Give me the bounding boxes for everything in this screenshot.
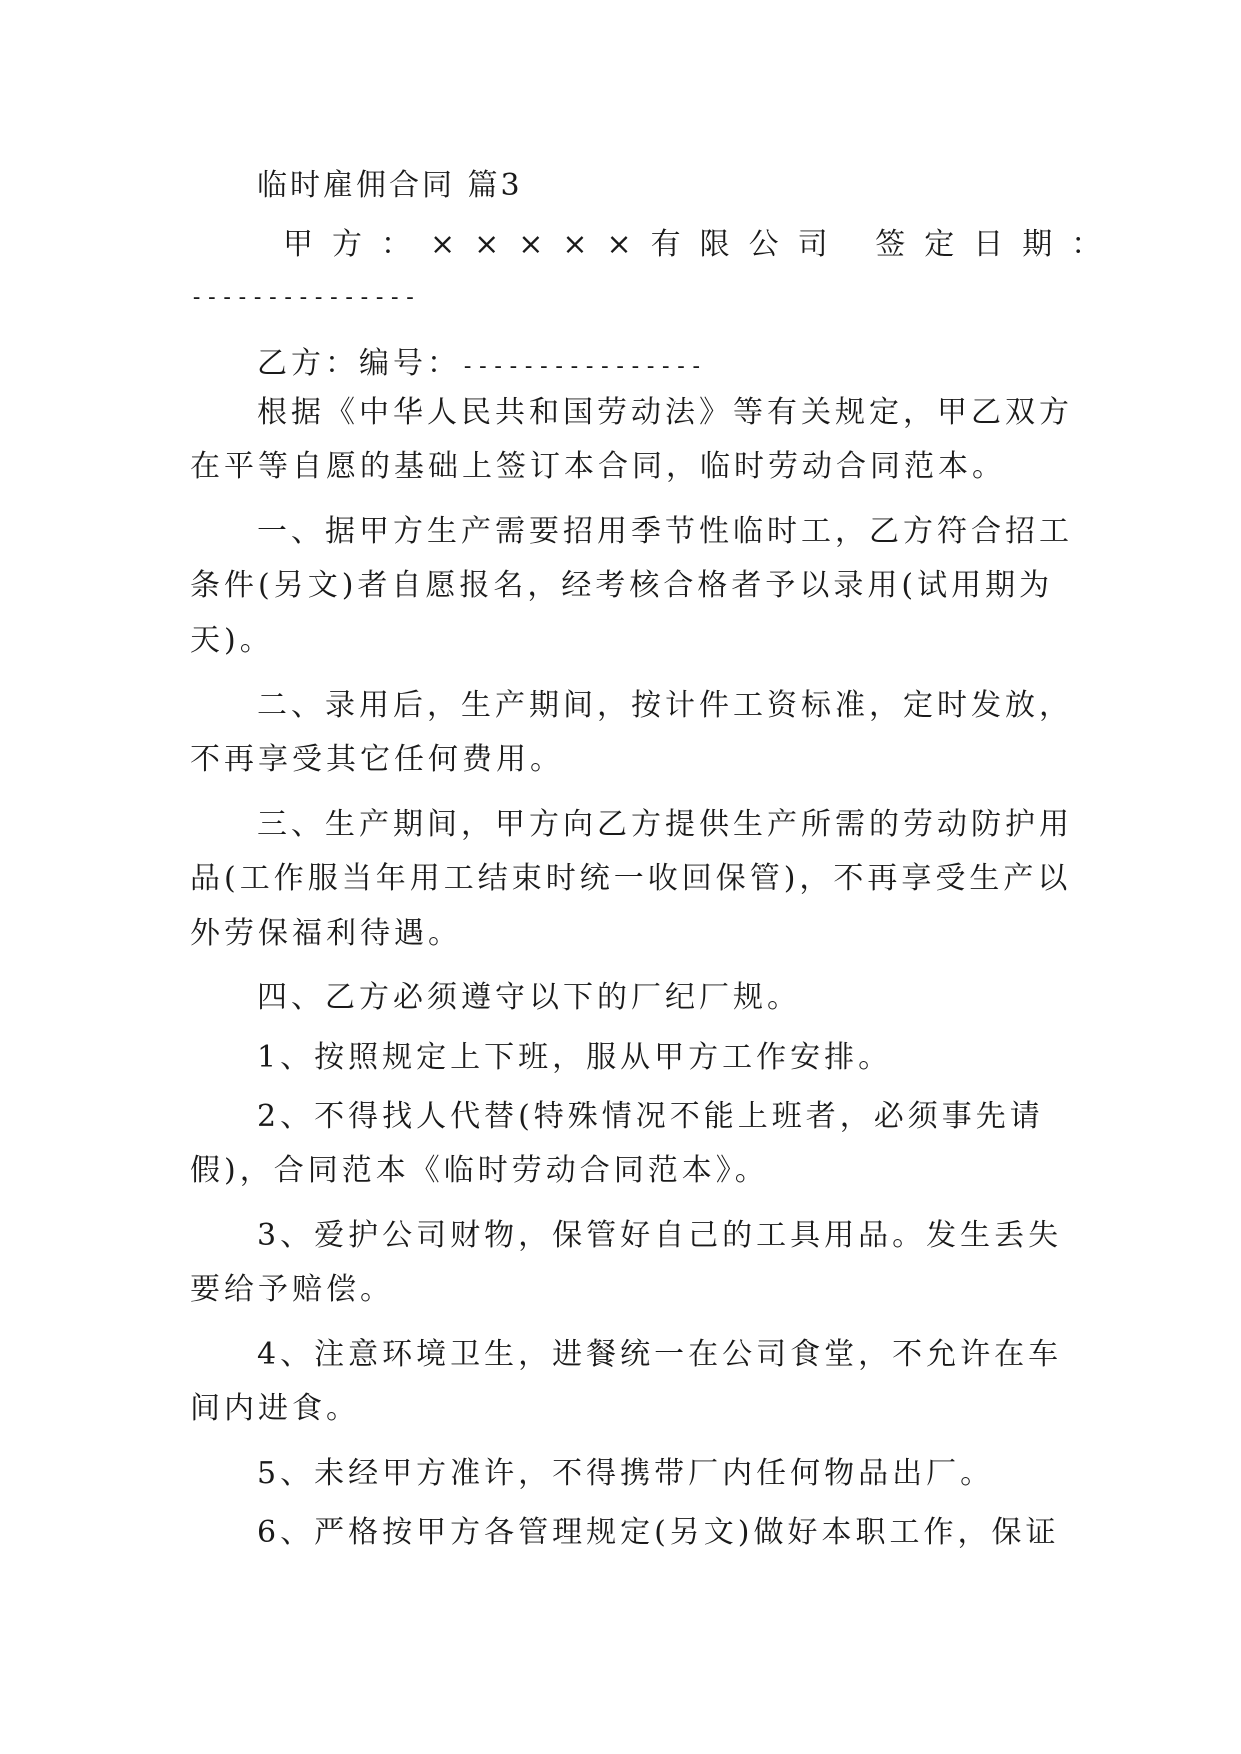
clause-line: 品(工作服当年用工结束时统一收回保管)，不再享受生产以 (190, 861, 1072, 896)
rule-line: 3、爱护公司财物，保管好自己的工具用品。发生丢失 (257, 1218, 1063, 1253)
document-title: 临时雇佣合同 篇3 (257, 168, 523, 203)
rule-line: 1、按照规定上下班，服从甲方工作安排。 (257, 1040, 893, 1075)
clause-line: 条件(另文)者自愿报名，经考核合格者予以录用(试用期为 (190, 568, 1054, 603)
clause-line: 天)。 (190, 623, 274, 658)
paragraph-line: 在平等自愿的基础上签订本合同，临时劳动合同范本。 (190, 449, 1006, 484)
clause-line: 二、录用后，生产期间，按计件工资标准，定时发放， (257, 688, 1073, 723)
rule-line: 间内进食。 (190, 1391, 360, 1426)
clause-line: 外劳保福利待遇。 (190, 916, 462, 951)
party-a-date-blank: --------------- (190, 285, 419, 310)
rule-line: 5、未经甲方准许，不得携带厂内任何物品出厂。 (257, 1456, 995, 1491)
party-b-number-blank: ---------------- (461, 354, 705, 379)
rule-line: 假)，合同范本《临时劳动合同范本》。 (190, 1153, 769, 1188)
clause-line: 不再享受其它任何费用。 (190, 742, 564, 777)
paragraph-line: 根据《中华人民共和国劳动法》等有关规定，甲乙双方 (257, 395, 1073, 430)
clause-line: 一、据甲方生产需要招用季节性临时工，乙方符合招工 (257, 514, 1073, 549)
party-b-line (257, 344, 705, 387)
rule-line: 4、注意环境卫生，进餐统一在公司食堂，不允许在车 (257, 1337, 1063, 1372)
clause-line: 四、乙方必须遵守以下的厂纪厂规。 (257, 980, 801, 1015)
party-b-label: 乙方：编号： (257, 346, 461, 381)
clause-line: 三、生产期间，甲方向乙方提供生产所需的劳动防护用 (257, 807, 1073, 842)
party-a-line: 甲方：×××××有限公司 签定日期： (283, 227, 1121, 262)
rule-line: 要给予赔偿。 (190, 1272, 394, 1307)
rule-line: 2、不得找人代替(特殊情况不能上班者，必须事先请 (257, 1099, 1044, 1134)
rule-line: 6、严格按甲方各管理规定(另文)做好本职工作，保证 (257, 1515, 1060, 1550)
